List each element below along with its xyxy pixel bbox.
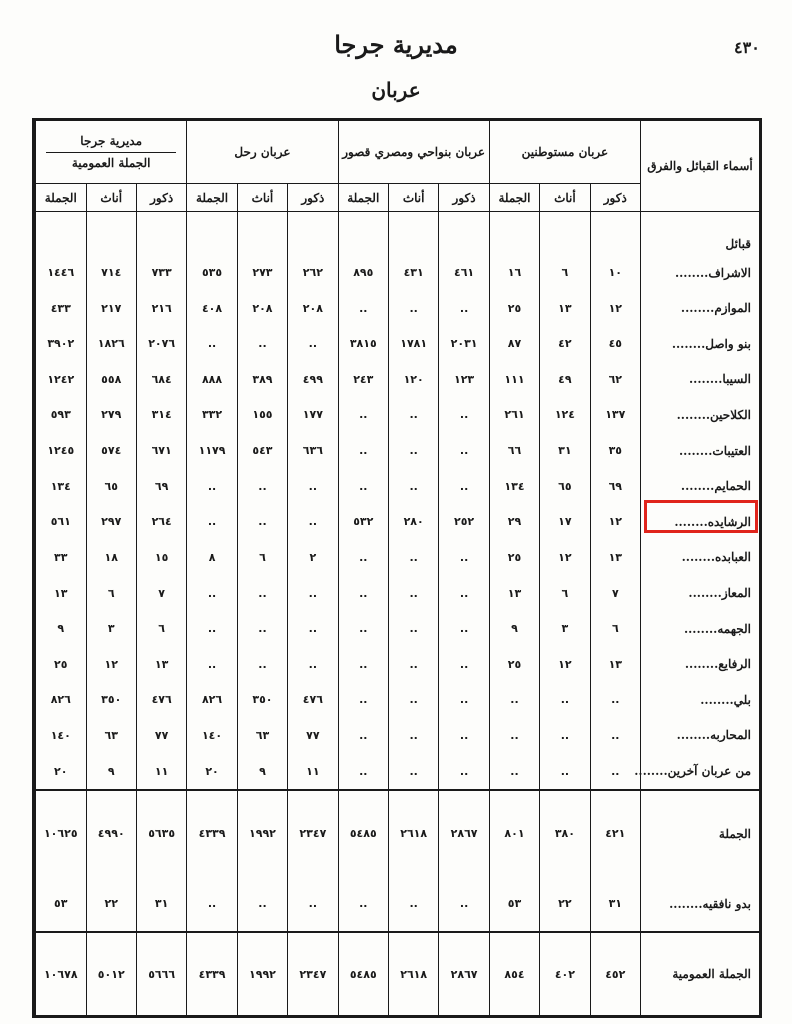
table-cell: ١١٧٩ (187, 433, 237, 469)
table-cell: ١٠ (590, 255, 640, 291)
table-cell: .. (489, 718, 539, 754)
total-row (36, 790, 760, 877)
table-cell: .. (187, 504, 237, 540)
bedouin-row (36, 876, 760, 932)
table-cell: ٦ (540, 255, 590, 291)
table-cell: .. (187, 646, 237, 682)
col-header-male: ذكور (136, 184, 186, 212)
table-cell: ٣١ (136, 876, 186, 932)
table-cell: ٥٣٥ (187, 255, 237, 291)
table-row (36, 575, 760, 611)
table-cell: ٧٧ (288, 718, 338, 754)
table-cell: .. (338, 468, 388, 504)
table-cell: ٢٩٧ (86, 504, 136, 540)
table-cell: ٤٢ (540, 326, 590, 362)
row-label: السيبا........ (641, 362, 760, 398)
table-row (36, 646, 760, 682)
table-cell: ٥٣ (36, 876, 87, 932)
page-subtitle: عربان (371, 78, 421, 102)
col-header-total: الجملة (36, 184, 87, 212)
table-cell: ٥٦٣٥ (136, 790, 186, 877)
row-label: الجهمه........ (641, 611, 760, 647)
table-cell: ١٠٦٧٨ (36, 932, 87, 1015)
table-cell: ٤٢١ (590, 790, 640, 877)
table-cell: ٥٣ (489, 876, 539, 932)
table-cell: ٢١٦ (136, 290, 186, 326)
table-cell: .. (388, 575, 438, 611)
table-cell: .. (439, 718, 489, 754)
table-cell: .. (288, 468, 338, 504)
table-cell: ١٢ (590, 504, 640, 540)
table-cell: ١٣٤ (489, 468, 539, 504)
row-label: الاشراف........ (641, 255, 760, 291)
table-cell: .. (590, 718, 640, 754)
table-cell: ٢٦١٨ (388, 932, 438, 1015)
table-cell: ١٣ (136, 646, 186, 682)
table-cell: .. (338, 575, 388, 611)
table-cell: .. (388, 433, 438, 469)
col-header-male: ذكور (590, 184, 640, 212)
table-cell: ١٧٨١ (388, 326, 438, 362)
table-cell: .. (187, 575, 237, 611)
table-cell: ٣ (540, 611, 590, 647)
table-cell: ٣٥٠ (237, 682, 287, 718)
table-cell: ٥٠١٢ (86, 932, 136, 1015)
row-label: الجملة (641, 790, 760, 877)
table-row (36, 255, 760, 291)
table-cell: ٦٥ (540, 468, 590, 504)
table-cell: ٣٥ (590, 433, 640, 469)
row-label: بلي........ (641, 682, 760, 718)
table-cell: ١٣ (489, 575, 539, 611)
table-row (36, 753, 760, 790)
table-cell: .. (388, 682, 438, 718)
table-cell: .. (439, 397, 489, 433)
row-label: الحمايم........ (641, 468, 760, 504)
table-cell: ٤٧٦ (288, 682, 338, 718)
table-cell: ٣٨٠ (540, 790, 590, 877)
table-cell: .. (338, 718, 388, 754)
col-header-male: ذكور (439, 184, 489, 212)
table-cell: .. (540, 753, 590, 790)
table-cell: ٣١ (540, 433, 590, 469)
table-cell: ٥٤٨٥ (338, 932, 388, 1015)
table-cell: ٥٤٣ (237, 433, 287, 469)
table-cell: ١٨٢٦ (86, 326, 136, 362)
row-label: المعاز........ (641, 575, 760, 611)
table-cell: ٤٦١ (439, 255, 489, 291)
table-cell: ١٣ (590, 646, 640, 682)
table-cell: ٢٣٤٧ (288, 790, 338, 877)
table-cell: ٧ (590, 575, 640, 611)
row-label: العبابده........ (641, 540, 760, 576)
group-header-province (36, 121, 187, 184)
table-cell: ٣٥٠ (86, 682, 136, 718)
table-cell: ٣٩٠٢ (36, 326, 87, 362)
table-cell: ٤٣٣٩ (187, 932, 237, 1015)
table-cell: .. (237, 611, 287, 647)
table-cell: .. (338, 611, 388, 647)
table-row (36, 397, 760, 433)
table-cell: ١٢٠ (388, 362, 438, 398)
table-cell: .. (288, 575, 338, 611)
table-cell: .. (439, 753, 489, 790)
row-label: العتيبات........ (641, 433, 760, 469)
table-cell: ٩ (237, 753, 287, 790)
table-cell: ٦٣ (86, 718, 136, 754)
table-cell: .. (237, 575, 287, 611)
table-cell: ٢٥ (489, 290, 539, 326)
table-cell: ١٢٤٥ (36, 433, 87, 469)
table-cell: .. (338, 433, 388, 469)
table-cell: ١١ (288, 753, 338, 790)
table-cell: ١٢ (540, 540, 590, 576)
table-cell: .. (388, 468, 438, 504)
table-cell: ٦٣٦ (288, 433, 338, 469)
table-cell: .. (288, 326, 338, 362)
table-cell: ١٣٤ (36, 468, 87, 504)
table-cell: ٥٩٣ (36, 397, 87, 433)
table-cell: ٢٠٨ (237, 290, 287, 326)
table-cell: ١٩٩٢ (237, 932, 287, 1015)
table-cell: .. (388, 718, 438, 754)
row-label: بدو نافقيه........ (641, 876, 760, 932)
name-header: أسماء القبائل والفرق (641, 121, 760, 212)
table-cell: ١٩٩٢ (237, 790, 287, 877)
row-label: الرشايده........ (641, 504, 760, 540)
table-cell: ١٥ (136, 540, 186, 576)
table-cell: .. (237, 504, 287, 540)
table-cell: ٧٧ (136, 718, 186, 754)
table-cell: .. (187, 876, 237, 932)
grand-total-row (36, 932, 760, 1015)
table-cell: ٤٩ (540, 362, 590, 398)
table-cell: ٤٠٨ (187, 290, 237, 326)
table-cell: .. (439, 540, 489, 576)
table-cell: ٨٧ (489, 326, 539, 362)
table-cell: ٨٠١ (489, 790, 539, 877)
table-cell: ٢٠ (36, 753, 87, 790)
table-cell: ٨٢٦ (187, 682, 237, 718)
table-cell: ٤٧٦ (136, 682, 186, 718)
col-header-total: الجملة (338, 184, 388, 212)
row-label: المحاربه........ (641, 718, 760, 754)
table-cell: ٤٣١ (388, 255, 438, 291)
table-row (36, 611, 760, 647)
table-cell: ٢٠ (187, 753, 237, 790)
table-cell: ٥٥٨ (86, 362, 136, 398)
table-cell: ٨٥٤ (489, 932, 539, 1015)
table-cell: .. (439, 876, 489, 932)
table-cell: .. (237, 646, 287, 682)
col-header-male: ذكور (288, 184, 338, 212)
col-header-total: الجملة (187, 184, 237, 212)
table-cell: ٦٩ (590, 468, 640, 504)
table-cell: ١٦ (489, 255, 539, 291)
table-cell: ٤٣٣ (36, 290, 87, 326)
table-cell: .. (338, 397, 388, 433)
page-number: ٤٣٠ (734, 38, 760, 57)
group-header-village: عربان بنواحي ومصري قصور (338, 121, 489, 184)
table-cell: ١١١ (489, 362, 539, 398)
row-label: من عربان آخرين........ (641, 753, 760, 790)
table-cell: ٦ (540, 575, 590, 611)
table-cell: ٥٤٨٥ (338, 790, 388, 877)
table-cell: .. (187, 326, 237, 362)
table-cell: ٥٦٦٦ (136, 932, 186, 1015)
table-cell: ٥٦١ (36, 504, 87, 540)
table-cell: .. (388, 540, 438, 576)
table-cell: .. (489, 753, 539, 790)
table-cell: ٦ (590, 611, 640, 647)
table-cell: ٣١ (590, 876, 640, 932)
table-row (36, 468, 760, 504)
table-cell: ٦٢ (590, 362, 640, 398)
table-cell: .. (288, 876, 338, 932)
table-cell: ١٢ (86, 646, 136, 682)
table-cell: ٢٦٢ (288, 255, 338, 291)
table-cell: ٤٩٩٠ (86, 790, 136, 877)
table-cell: ٦٨٤ (136, 362, 186, 398)
row-label: الموازم........ (641, 290, 760, 326)
group-header-province-sublabel: الجملة العمومية (71, 155, 151, 170)
row-label: بنو واصل........ (641, 326, 760, 362)
table-cell: ٢٩ (489, 504, 539, 540)
table-cell: ٢٠٧٦ (136, 326, 186, 362)
table-cell: ٩ (489, 611, 539, 647)
table-cell: ٣١٤ (136, 397, 186, 433)
section-label: قبائل (641, 212, 760, 255)
col-header-female: أناث (237, 184, 287, 212)
table-cell: ٢٥ (36, 646, 87, 682)
table-cell: .. (237, 468, 287, 504)
highlight-box (644, 500, 758, 533)
table-cell: ٢٤٣ (338, 362, 388, 398)
table-cell: ٢١٧ (86, 290, 136, 326)
table-cell: ١١ (136, 753, 186, 790)
table-cell: ٣٨٩ (237, 362, 287, 398)
table-cell: ٢٦١٨ (388, 790, 438, 877)
table-cell: ٢٢ (540, 876, 590, 932)
table-cell: ١٢ (540, 646, 590, 682)
table-cell: .. (439, 433, 489, 469)
row-label: الرفايع........ (641, 646, 760, 682)
table-cell: ١٤٤٦ (36, 255, 87, 291)
page-title: مديرية جرجا (334, 30, 458, 59)
table-cell: ٣ (86, 611, 136, 647)
table-cell: ٦ (86, 575, 136, 611)
table-cell: .. (388, 290, 438, 326)
table-cell: ٦ (237, 540, 287, 576)
table-row (36, 682, 760, 718)
table-cell: ٦٦ (489, 433, 539, 469)
table-cell: .. (338, 290, 388, 326)
table-cell: ١٧ (540, 504, 590, 540)
group-header-province-label: مديرية جرجا (46, 134, 176, 153)
table-cell: ١٣ (36, 575, 87, 611)
table-cell: ٢٣٤٧ (288, 932, 338, 1015)
table-cell: ٧٣٣ (136, 255, 186, 291)
table-cell: ١٣ (590, 540, 640, 576)
table-cell: ٧١٤ (86, 255, 136, 291)
table-cell: ٨٨٨ (187, 362, 237, 398)
row-label: الكلاحين........ (641, 397, 760, 433)
table-cell: .. (439, 468, 489, 504)
table-row (36, 290, 760, 326)
table-cell: .. (338, 646, 388, 682)
table-cell: ١٨ (86, 540, 136, 576)
table-cell: .. (540, 718, 590, 754)
table-cell: ٤٣٣٩ (187, 790, 237, 877)
table-cell: ٣٨١٥ (338, 326, 388, 362)
table-cell: .. (187, 611, 237, 647)
table-row (36, 362, 760, 398)
table-cell: ٦٣ (237, 718, 287, 754)
table-cell: .. (388, 753, 438, 790)
table-cell: ١٢٤ (540, 397, 590, 433)
table-cell: ٢٨٦٧ (439, 932, 489, 1015)
table-cell: ٢٦١ (489, 397, 539, 433)
table-cell: ٨٩٥ (338, 255, 388, 291)
table-cell: ١٢٤٢ (36, 362, 87, 398)
table-cell: .. (388, 397, 438, 433)
table-cell: ٥٣٢ (338, 504, 388, 540)
group-header-settled: عربان مستوطنين (489, 121, 640, 184)
table-cell: ٢٥ (489, 540, 539, 576)
table-cell: ٨٢٦ (36, 682, 87, 718)
table-cell: .. (237, 326, 287, 362)
table-cell: ٤٥ (590, 326, 640, 362)
table-cell: ١٢٣ (439, 362, 489, 398)
table-cell: ٥٧٤ (86, 433, 136, 469)
table-cell: ٩ (36, 611, 87, 647)
table-cell: ١٤٠ (36, 718, 87, 754)
table-cell: ٢٠٨ (288, 290, 338, 326)
table-cell: ٢٢ (86, 876, 136, 932)
table-cell: ٨ (187, 540, 237, 576)
table-cell: ٢٧٩ (86, 397, 136, 433)
table-cell: .. (288, 611, 338, 647)
table-cell: .. (338, 682, 388, 718)
col-header-female: أناث (86, 184, 136, 212)
table-cell: ١٣ (540, 290, 590, 326)
table-cell: ٦ (136, 611, 186, 647)
table-row (36, 540, 760, 576)
table-cell: ٣٣٢ (187, 397, 237, 433)
table-cell: ٧ (136, 575, 186, 611)
table-cell: .. (388, 876, 438, 932)
table-cell: ٦٥ (86, 468, 136, 504)
col-header-female: أناث (540, 184, 590, 212)
group-header-nomad: عربان رحل (187, 121, 338, 184)
table-cell: .. (338, 540, 388, 576)
table-cell: .. (439, 646, 489, 682)
table-cell: ٢٥ (489, 646, 539, 682)
row-label: الجملة العمومية (641, 932, 760, 1015)
col-header-female: أناث (388, 184, 438, 212)
table-cell: ٤٩٩ (288, 362, 338, 398)
table-cell: .. (388, 611, 438, 647)
table-cell: .. (237, 876, 287, 932)
table-cell: ٢٠٣١ (439, 326, 489, 362)
table-cell: ١٤٠ (187, 718, 237, 754)
table-row (36, 433, 760, 469)
table-cell: ١٧٧ (288, 397, 338, 433)
table-cell: ٤٠٢ (540, 932, 590, 1015)
table-cell: .. (439, 290, 489, 326)
table-cell: ٢ (288, 540, 338, 576)
col-header-total: الجملة (489, 184, 539, 212)
table-cell: .. (187, 468, 237, 504)
table-cell: .. (590, 753, 640, 790)
table-cell: ٢٧٣ (237, 255, 287, 291)
table-cell: .. (338, 876, 388, 932)
table-cell: .. (540, 682, 590, 718)
table-row (36, 718, 760, 754)
table-cell: .. (388, 646, 438, 682)
table-cell: ١٣٧ (590, 397, 640, 433)
table-cell: ٩ (86, 753, 136, 790)
table-cell: ٢٨٠ (388, 504, 438, 540)
table-cell: ٢٦٤ (136, 504, 186, 540)
table-cell: .. (590, 682, 640, 718)
table-cell: ٣٣ (36, 540, 87, 576)
table-cell: ٦٩ (136, 468, 186, 504)
table-cell: .. (489, 682, 539, 718)
population-table (32, 118, 762, 1018)
table-cell: .. (288, 646, 338, 682)
table-cell: .. (338, 753, 388, 790)
table-cell: .. (288, 504, 338, 540)
table-cell: ٢٥٢ (439, 504, 489, 540)
table-cell: .. (439, 611, 489, 647)
table-cell: .. (439, 575, 489, 611)
table-row (36, 326, 760, 362)
table-cell: ٢٨٦٧ (439, 790, 489, 877)
table-cell: ١٠٦٢٥ (36, 790, 87, 877)
table-cell: ٤٥٢ (590, 932, 640, 1015)
table-cell: ١٢ (590, 290, 640, 326)
table-cell: ١٥٥ (237, 397, 287, 433)
table-cell: ٦٧١ (136, 433, 186, 469)
table-cell: .. (439, 682, 489, 718)
